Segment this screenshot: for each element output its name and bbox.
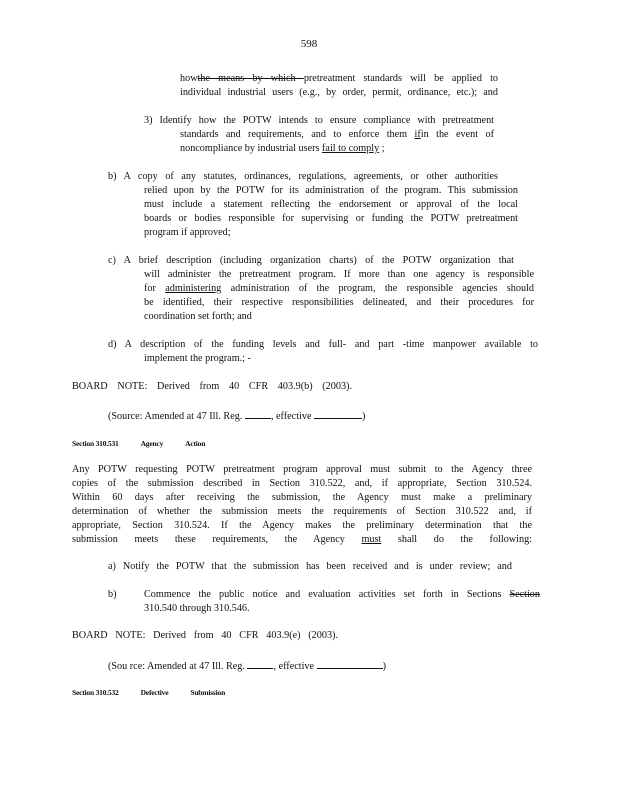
item-3 bbox=[144, 114, 494, 128]
inserted-text: administering bbox=[165, 283, 222, 294]
item-531-a-text: a) Notify the POTW that the submission has been received and is under review; and bbox=[108, 561, 512, 572]
item-c bbox=[108, 254, 514, 268]
section-title-word: Submission bbox=[190, 688, 226, 697]
paragraph-line-4: determination of whether the submission meets the requirements of Section 310.522 and, if bbox=[72, 506, 532, 517]
blank-line bbox=[314, 408, 362, 419]
source-note-2 bbox=[108, 658, 438, 674]
deleted-text: the means by which bbox=[197, 73, 304, 84]
board-note-1-text: BOARD NOTE: Derived from 40 CFR 403.9(b) (2003). bbox=[72, 381, 352, 392]
paragraph-line-3: Within 60 days after receiving the submission, the Agency must make a preliminary bbox=[72, 492, 532, 503]
paragraph-line-5: appropriate, Section 310.524. If the Agency makes the preliminary determination that the bbox=[72, 520, 532, 531]
item-2-line-1: howthe means by which pretreatment standards will be applied to bbox=[180, 73, 499, 84]
source-note-1 bbox=[108, 408, 428, 424]
paragraph-line-1: Any POTW requesting POTW pretreatment program approval must submit to the Agency three bbox=[72, 464, 532, 475]
item-2-continuation bbox=[180, 72, 498, 100]
board-note-1 bbox=[72, 380, 352, 394]
blank-line bbox=[317, 658, 383, 669]
item-531-b-line-2: 310.540 through 310.546. bbox=[144, 603, 250, 614]
item-3-line-1: 3) Identify how the POTW intends to ensure compliance with pretreatment bbox=[144, 115, 494, 126]
item-3-continuation bbox=[180, 128, 494, 156]
inserted-text: must bbox=[361, 534, 382, 545]
item-c-line-5: coordination set forth; and bbox=[144, 311, 252, 322]
section-310-531-paragraph bbox=[72, 463, 532, 547]
board-note-2-text: BOARD NOTE: Derived from 40 CFR 403.9(e) (2003). bbox=[72, 630, 338, 641]
item-b-continuation bbox=[144, 184, 518, 240]
item-c-continuation bbox=[144, 268, 534, 324]
item-b bbox=[108, 170, 498, 184]
section-title-word: Agency bbox=[140, 439, 164, 448]
item-b-line-4: boards or bodies responsible for supervising or funding the POTW pretreatment bbox=[144, 213, 518, 224]
item-531-b-line-1: Commence the public notice and evaluation activities set forth in Sections Section bbox=[144, 589, 540, 600]
item-3-line-2: standards and requirements, and to enforce them ifin the event of bbox=[180, 129, 494, 140]
inserted-text: fail to comply bbox=[322, 143, 380, 154]
paragraph-line-2: copies of the submission described in Section 310.522, and, if appropriate, Section 310.524. bbox=[72, 478, 532, 489]
item-c-line-4: be identified, their respective responsibilities delineated, and their procedures for bbox=[144, 297, 534, 308]
item-3-line-3: noncompliance by industrial users fail to comply ; bbox=[180, 143, 385, 154]
paragraph-line-6: submission meets these requirements, the Agency must shall do the following: bbox=[72, 534, 533, 545]
page-number: 598 bbox=[300, 38, 318, 50]
source-note-1-text: (Source: Amended at 47 Ill. Reg. , effective ) bbox=[108, 408, 428, 424]
deleted-text: Section bbox=[509, 589, 540, 600]
blank-line bbox=[245, 408, 271, 419]
item-c-line-1: c) A brief description (including organization charts) of the POTW organization that bbox=[108, 255, 514, 266]
blank-line bbox=[247, 658, 273, 669]
item-d-line-2: implement the program.; - bbox=[144, 353, 251, 364]
item-b-line-3: must include a statement reflecting the endorsement or approval of the local bbox=[144, 199, 518, 210]
board-note-2 bbox=[72, 629, 338, 643]
item-531-b bbox=[144, 588, 540, 616]
item-c-line-2: will administer the pretreatment program. If more than one agency is responsible bbox=[144, 269, 534, 280]
item-c-line-3: for administering administration of the program, the responsible agencies should bbox=[144, 283, 534, 294]
item-d-line-1: d) A description of the funding levels and full- and part -time manpower available to bbox=[108, 339, 538, 350]
inserted-text: if bbox=[414, 129, 421, 140]
item-b-line-1: b) A copy of any statutes, ordinances, regulations, agreements, or other authorities bbox=[108, 171, 498, 182]
item-b-line-5: program if approved; bbox=[144, 227, 231, 238]
item-531-b-label: b) bbox=[108, 589, 117, 600]
source-note-2-text: (Sou rce: Amended at 47 Ill. Reg. , effective ) bbox=[108, 658, 438, 674]
section-title-word: Defective bbox=[140, 688, 169, 697]
item-b-line-2: relied upon by the POTW for its administration of the program. This submission bbox=[144, 185, 518, 196]
section-number: Section 310.531 bbox=[72, 439, 119, 448]
item-d-continuation bbox=[144, 352, 344, 366]
section-310-531-heading bbox=[72, 437, 227, 451]
section-310-532-heading bbox=[72, 686, 247, 700]
section-title-word: Action bbox=[185, 439, 206, 448]
item-2-line-2: individual industrial users (e.g., by order, permit, ordinance, etc.); and bbox=[180, 87, 498, 98]
item-d bbox=[108, 338, 538, 352]
item-531-a bbox=[108, 560, 512, 574]
section-number: Section 310.532 bbox=[72, 688, 119, 697]
